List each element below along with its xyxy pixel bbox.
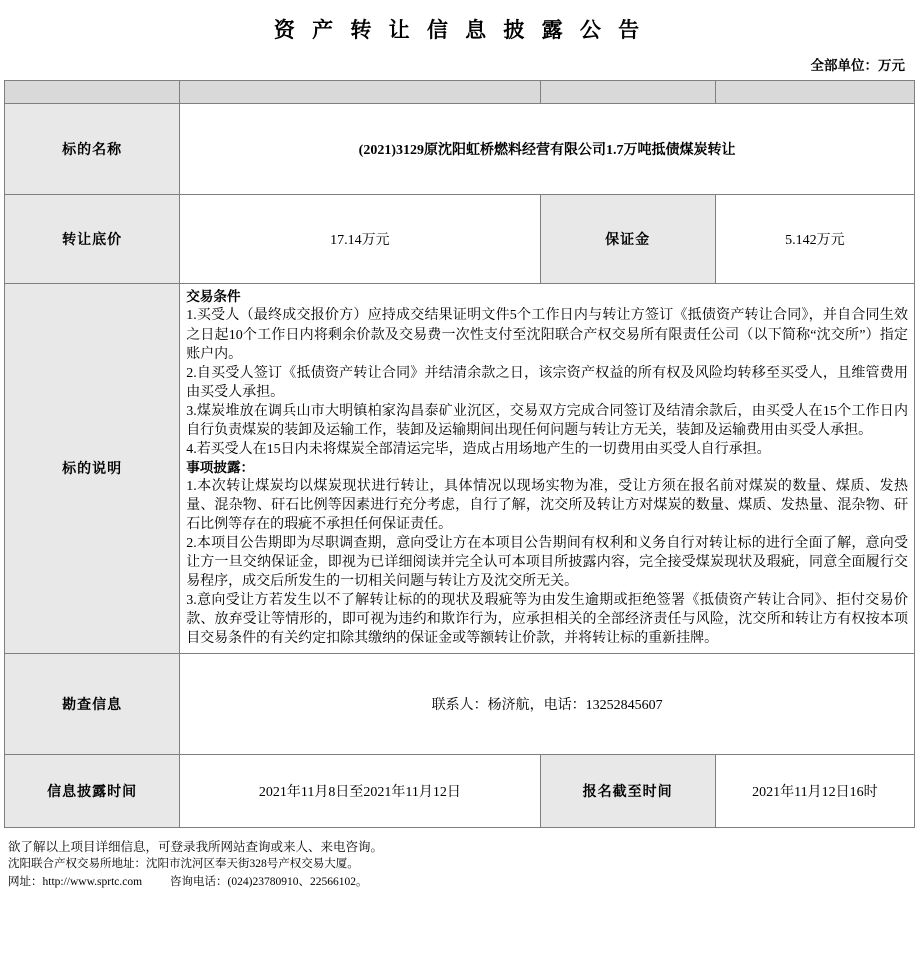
trade-terms-title: 交易条件 [186, 289, 241, 304]
header-cell-2 [180, 81, 540, 104]
footer-address-value: 沈阳市沈河区奉天街328号产权交易大厦。 [146, 858, 359, 871]
footer-line-2 [8, 856, 911, 873]
footer-line-1: 欲了解以上项目详细信息，可登录我所网站查询或来人、来电咨询。 [8, 839, 384, 854]
asset-disclosure-table [4, 80, 915, 828]
asset-name-label: 标的名称 [5, 104, 180, 195]
trade-term-item: 1.买受人（最终成交报价方）应持成交结果证明文件5个工作日内与转让方签订《抵债资产转让合同》，并自合同生效之日起10个工作日内将剩余价款及交易费一次性支付至沈阳联合产权交易所有限责任公司（以下简称“沈交所”）指定账户内。 [186, 308, 908, 362]
survey-info-value: 联系人：杨济航，电话：13252845607 [180, 653, 915, 754]
table-row [5, 284, 915, 654]
description-label: 标的说明 [5, 284, 180, 654]
footer-phone: 咨询电话：(024)23780910、22566102。 [170, 875, 368, 888]
trade-term-item: 2.自买受人签订《抵债资产转让合同》并结清余款之日，该宗资产权益的所有权及风险均转移至买受人，且维管费用由买受人承担。 [186, 365, 908, 400]
trade-term-item: 3.煤炭堆放在调兵山市大明镇柏家沟昌泰矿业沉区，交易双方完成合同签订及结清余款后，由买受人在15个工作日内自行负责煤炭的装卸及运输工作，装卸及运输期间出现任何问题与转让方无关，装卸及运输费用由买受人承担。 [186, 403, 908, 438]
survey-info-label: 勘查信息 [5, 653, 180, 754]
disclosure-time-value: 2021年11月8日至2021年11月12日 [180, 754, 540, 827]
table-header-band [5, 81, 915, 104]
disclosure-item: 1.本次转让煤炭均以煤炭现状进行转让，具体情况以现场实物为准，受让方须在报名前对煤炭的数量、煤质、发热量、混杂物、矸石比例等因素进行充分考虑，自行了解，沈交所及转让方对煤炭的数量、煤质、发热量、混杂物、矸石比例等存在的瑕疵不承担任何保证责任。 [186, 479, 908, 533]
footer-address-label: 沈阳联合产权交易所地址： [8, 858, 146, 871]
unit-note: 全部单位：万元 [810, 58, 905, 73]
footer-notes [8, 838, 911, 891]
base-price-label: 转让底价 [5, 195, 180, 284]
footer-line-3 [8, 874, 911, 891]
description-value [180, 284, 915, 654]
header-cell-1 [5, 81, 180, 104]
table-row [5, 195, 915, 284]
disclosure-title: 事项披露： [186, 459, 255, 475]
disclosure-item: 3.意向受让方若发生以不了解转让标的的现状及瑕疵等为由发生逾期或拒绝签署《抵债资产转让合同》、拒付交易价款、放弃受让等情形的，即可视为违约和欺诈行为，应承担相关的全部经济责任与风险，沈交所和转让方有权按本项目交易条件的有关约定扣除其缴纳的保证金或等额转让价款，并将转让标的重新挂牌。 [186, 593, 908, 647]
disclosure-item: 2.本项目公告期即为尽职调查期，意向受让方在本项目公告期间有权利和义务自行对转让标的进行全面了解，意向受让方一旦交纳保证金，即视为已详细阅读并完全认可本项目所披露内容，完全接受煤炭现状及瑕疵，同意全面履行交易程序，成交后所发生的一切相关问题与转让方及沈交所无关。 [186, 536, 908, 590]
disclosure-time-label: 信息披露时间 [5, 754, 180, 827]
table-row [5, 754, 915, 827]
base-price-value: 17.14万元 [180, 195, 540, 284]
table-row [5, 104, 915, 195]
deposit-value: 5.142万元 [715, 195, 914, 284]
header-cell-3 [540, 81, 715, 104]
footer-website[interactable]: 网址：http://www.sprtc.com [8, 875, 143, 888]
table-row [5, 653, 915, 754]
page-title: 资 产 转 让 信 息 披 露 公 告 [273, 18, 646, 42]
header-cell-4 [715, 81, 914, 104]
trade-term-item: 4.若买受人在15日内未将煤炭全部清运完毕，造成占用场地产生的一切费用由买受人自行承担。 [186, 441, 771, 457]
deadline-label: 报名截至时间 [540, 754, 715, 827]
deadline-value: 2021年11月12日16时 [715, 754, 914, 827]
deposit-label: 保证金 [540, 195, 715, 284]
asset-name-value: (2021)3129原沈阳虹桥燃料经营有限公司1.7万吨抵债煤炭转让 [180, 104, 915, 195]
